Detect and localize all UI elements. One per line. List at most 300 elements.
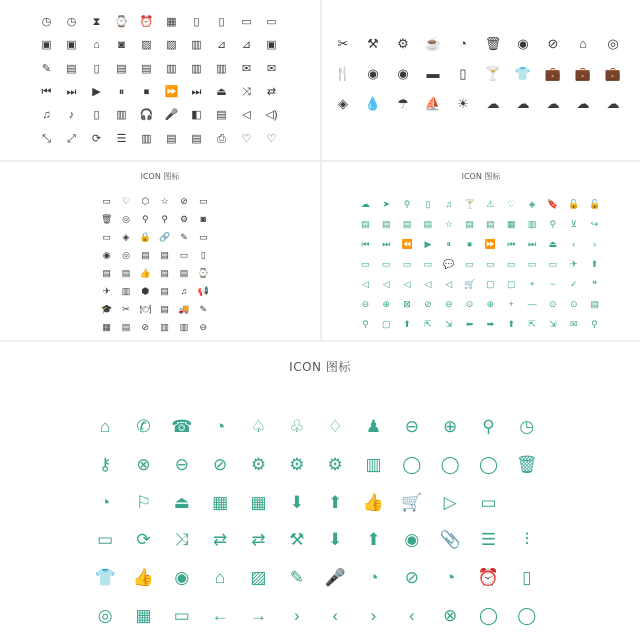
icon-cell-icon: ◉ [102, 249, 111, 260]
icon-cell-icon: ◯ [440, 454, 460, 474]
icon-cell-icon: 💧 [364, 95, 382, 111]
icon-cell-icon: ⌂ [215, 567, 226, 587]
icon-cell-icon: ▣ [266, 39, 277, 52]
icon-cell-icon: ▯ [93, 62, 100, 75]
icon-cell-icon: ⚐ [135, 492, 152, 512]
icon-cell-icon: ‹ [408, 605, 415, 625]
icon-cell-icon: ⚙ [250, 454, 267, 474]
icon-cell-icon: 🗑 [100, 213, 113, 224]
icon-cell-icon: ▤ [160, 304, 169, 315]
icon-cell-icon: ⌂ [579, 35, 587, 51]
icon-cell-icon: ▥ [166, 62, 177, 75]
icon-cell-icon: ♫ [42, 109, 51, 122]
icon-cell-icon: ▤ [361, 218, 370, 229]
icon-cell-icon: ⊖ [174, 454, 189, 474]
icon-cell-icon: ▭ [548, 258, 558, 269]
icon-cell-icon: ⊘ [404, 567, 419, 587]
icon-cell-icon: ♡ [507, 198, 516, 209]
icon-cell-icon: ♫ [445, 198, 453, 209]
icon-cell-icon: 🍸 [484, 65, 502, 81]
icon-cell-icon: ⊖ [404, 417, 419, 437]
icon-cell-icon: ⏹ [467, 238, 472, 249]
icon-cell-icon: ▭ [179, 249, 189, 260]
icon-cell-icon: ▢ [486, 278, 495, 289]
icon-cell-icon: ▤ [402, 218, 412, 229]
icon-cell-icon: ⏮ [41, 86, 52, 99]
icon-cell-icon: ⤨ [242, 86, 251, 99]
icon-cell-icon: 💼 [574, 65, 592, 81]
icon-cell-icon: ☁ [486, 95, 500, 111]
icon-cell-icon: ⬡ [141, 195, 150, 206]
icon-cell-icon: ☀ [457, 95, 469, 111]
icon-cell-icon: ▣ [66, 39, 77, 52]
icon-cell-icon: 👍 [139, 268, 151, 279]
icon-cell-icon: 🎧 [139, 109, 154, 122]
icon-grid-top-right [328, 28, 628, 118]
icon-cell-icon: ▤ [121, 322, 131, 333]
icon-cell-icon: ▤ [66, 62, 77, 75]
icon-cell-icon: ☕ [424, 35, 442, 51]
icon-cell-icon: ▦ [250, 492, 267, 512]
icon-cell-icon: ‹ [572, 238, 576, 249]
icon-cell-icon: ⊗ [443, 605, 458, 625]
panel-title: ICON 图标 [461, 172, 501, 181]
icon-cell-icon: ▦ [135, 605, 152, 625]
icon-cell-icon: ⊘ [180, 195, 188, 206]
icon-cell-icon: ▦ [212, 492, 229, 512]
icon-cell-icon: ◁ [424, 278, 432, 289]
icon-cell-icon: ▥ [116, 109, 127, 122]
icon-cell-icon: ◉ [367, 65, 379, 81]
icon-cell-icon: ⇄ [251, 530, 266, 550]
icon-cell-icon: ⚠ [486, 198, 495, 209]
icon-cell-icon: ▷ [443, 492, 457, 512]
icon-cell-icon: ⏹ [143, 86, 150, 99]
icon-cell-icon: ▭ [97, 530, 114, 550]
icon-cell-icon: ▤ [141, 249, 150, 260]
icon-cell-icon: ▯ [93, 109, 100, 122]
icon-cell-icon: ▦ [166, 16, 177, 29]
icon-cell-icon: ☁ [516, 95, 530, 111]
icon-cell-icon: ⚲ [142, 213, 149, 224]
icon-cell-icon: ⚷ [98, 454, 112, 474]
icon-cell-icon: + [508, 298, 514, 309]
icon-cell-icon: ◯ [402, 454, 422, 474]
icon-cell-icon: ◉ [517, 35, 529, 51]
icon-cell-icon: ✉ [241, 62, 252, 75]
icon-cell-icon: 👍 [362, 492, 385, 512]
icon-cell-icon: › [293, 605, 300, 625]
icon-cell-icon: ☁ [606, 95, 620, 111]
icon-cell-icon: ▥ [160, 322, 169, 333]
icon-cell-icon: 🍴 [334, 65, 352, 81]
icon-cell-icon: ▤ [102, 268, 111, 279]
icon-cell-icon: ▯ [522, 567, 532, 587]
icon-cell-icon: ✉ [569, 318, 578, 329]
icon-cell-icon: ☆ [444, 218, 453, 229]
icon-cell-icon: ▯ [218, 16, 225, 29]
icon-cell-icon: ✓ [569, 278, 578, 289]
icon-cell-icon: 🎤 [324, 567, 346, 587]
icon-cell-icon: ◁) [265, 109, 278, 122]
icon-cell-icon: ⏸ [446, 238, 451, 249]
icon-cell-icon: ⊙ [569, 298, 578, 309]
icon-cell-icon: ✎ [289, 567, 304, 587]
icon-cell-icon: ⤨ [175, 530, 189, 550]
icon-cell-icon: › [593, 238, 597, 249]
icon-cell-icon: ◯ [517, 605, 537, 625]
icon-grid-top-left [34, 11, 284, 151]
icon-cell-icon: ▤ [160, 286, 169, 297]
icon-cell-icon: ⊘ [213, 454, 228, 474]
icon-cell-icon: ▣ [41, 39, 52, 52]
icon-cell-icon: ▤ [160, 268, 169, 279]
icon-cell-icon: ▭ [381, 258, 391, 269]
icon-cell-icon: ⏰ [139, 16, 154, 29]
icon-cell-icon: 🎤 [164, 109, 179, 122]
icon-cell-icon: ◁ [403, 278, 411, 289]
icon-cell-icon: ♡ [266, 132, 277, 145]
icon-cell-icon: ☰ [480, 530, 497, 550]
icon-cell-icon: ⇲ [549, 318, 557, 329]
icon-cell-icon: ✂ [337, 35, 349, 51]
icon-cell-icon: ⏪ [401, 238, 413, 249]
icon-cell-icon: ⇱ [424, 318, 432, 329]
icon-cell-icon: ☁ [576, 95, 590, 111]
icon-cell-icon: ▦ [506, 218, 516, 229]
icon-cell-icon: ⊖ [199, 322, 208, 333]
icon-cell-icon: ‹ [332, 605, 338, 625]
icon-cell-icon: ⚒ [289, 530, 305, 550]
icon-cell-icon: ✆ [136, 417, 151, 437]
panel-top-left [0, 0, 320, 160]
icon-cell-icon: + [529, 278, 535, 289]
icon-cell-icon: ⊕ [443, 417, 458, 437]
icon-cell-icon: ⇄ [213, 530, 228, 550]
icon-cell-icon: ▯ [193, 16, 200, 29]
icon-cell-icon: ▤ [160, 249, 169, 260]
icon-cell-icon: ▥ [141, 132, 152, 145]
icon-cell-icon: ◎ [607, 35, 619, 51]
icon-cell-icon: ☰ [116, 132, 127, 145]
icon-cell-icon: ⊘ [547, 35, 559, 51]
icon-cell-icon: ⌚ [114, 16, 129, 29]
icon-cell-icon: ◔ [368, 567, 379, 587]
icon-cell-icon: 📢 [197, 286, 209, 297]
icon-cell-icon: ▬ [426, 65, 440, 81]
icon-cell-icon: ⏭ [528, 238, 537, 249]
icon-cell-icon: ♟ [365, 417, 382, 437]
icon-cell-icon: ▭ [199, 231, 208, 242]
icon-cell-icon: 💬 [443, 258, 455, 269]
icon-cell-icon: − [550, 278, 556, 289]
icon-cell-icon: ◔ [215, 417, 226, 437]
icon-cell-icon: ☆ [160, 195, 169, 206]
icon-cell-icon: ▥ [191, 39, 202, 52]
icon-cell-icon: ♪ [68, 109, 75, 122]
icon-cell-icon: ▯ [200, 249, 206, 260]
icon-cell-icon: 🔒 [139, 231, 151, 242]
panel-mid-left [0, 162, 320, 340]
icon-cell-icon: ♡ [241, 132, 252, 145]
icon-cell-icon: ⏩ [484, 238, 497, 249]
icon-cell-icon: ✂ [122, 304, 130, 315]
icon-grid-mid-left [97, 192, 213, 337]
icon-cell-icon: 👕 [94, 567, 116, 587]
icon-cell-icon: ▨ [166, 39, 177, 52]
icon-cell-icon: ▥ [191, 62, 202, 75]
icon-cell-icon: ⬇ [328, 530, 343, 550]
icon-cell-icon: ▶ [92, 86, 101, 99]
icon-cell-icon: ⏏ [173, 492, 190, 512]
icon-cell-icon: ⊙ [549, 298, 557, 309]
icon-cell-icon: ⌂ [93, 39, 100, 52]
icon-cell-icon: ❝ [592, 278, 597, 289]
icon-cell-icon: ◷ [41, 16, 52, 29]
icon-cell-icon: ▥ [179, 322, 189, 333]
icon-cell-icon: 💼 [544, 65, 562, 81]
icon-cell-icon: ◷ [66, 16, 77, 29]
icon-cell-icon: ✎ [180, 231, 188, 242]
icon-cell-icon: ▭ [102, 231, 111, 242]
icon-cell-icon: ▭ [199, 195, 208, 206]
icon-cell-icon: ⇲ [444, 318, 453, 329]
icon-cell-icon: ◔ [100, 492, 111, 512]
icon-cell-icon: ▤ [465, 218, 474, 229]
icon-cell-icon: → [249, 605, 267, 625]
icon-cell-icon: ⬆ [328, 492, 343, 512]
icon-cell-icon: ⚙ [327, 454, 343, 474]
icon-cell-icon: ✈ [102, 286, 111, 297]
icon-cell-icon: ☁ [360, 198, 370, 209]
icon-cell-icon: ⟳ [136, 530, 151, 550]
icon-cell-icon: ⟳ [91, 132, 102, 145]
icon-cell-icon: ▤ [381, 218, 391, 229]
icon-cell-icon: ⊿ [241, 39, 252, 52]
icon-cell-icon: ⚲ [549, 218, 557, 229]
icon-cell-icon: ▦ [102, 322, 111, 333]
icon-cell-icon: ◁ [361, 278, 369, 289]
icon-cell-icon: ⚲ [591, 318, 598, 329]
icon-cell-icon: ⏰ [477, 567, 500, 587]
icon-cell-icon: ⊘ [424, 298, 432, 309]
icon-cell-icon: ✎ [199, 304, 208, 315]
icon-cell-icon: ⧗ [92, 16, 101, 29]
icon-cell-icon: ⚙ [289, 454, 305, 474]
icon-cell-icon: ◎ [122, 249, 130, 260]
icon-cell-icon: ▭ [480, 492, 497, 512]
icon-cell-icon: 🔓 [568, 198, 580, 209]
icon-cell-icon: ▤ [141, 62, 152, 75]
icon-cell-icon: 📎 [439, 530, 461, 550]
icon-cell-icon: ▥ [365, 454, 382, 474]
icon-cell-icon: ⬆ [507, 318, 516, 329]
icon-cell-icon: ⬆ [403, 318, 411, 329]
icon-cell-icon: ◧ [191, 109, 202, 122]
icon-cell-icon: ⊿ [216, 39, 227, 52]
icon-cell-icon: ▯ [425, 198, 431, 209]
icon-cell-icon: ➤ [382, 198, 391, 209]
icon-cell-icon: ▥ [527, 218, 537, 229]
icon-cell-icon: 🍸 [463, 198, 476, 209]
icon-cell-icon: 💼 [604, 65, 622, 81]
panel-title: ICON 图标 [289, 360, 351, 374]
icon-cell-icon: ◉ [174, 567, 190, 587]
icon-cell-icon: ◯ [478, 605, 498, 625]
icon-cell-icon: ▤ [166, 132, 177, 145]
icon-cell-icon: ⊘ [141, 322, 150, 333]
icon-cell-icon: ▭ [465, 258, 474, 269]
icon-cell-icon: ▭ [102, 195, 111, 206]
icon-cell-icon: ↪ [590, 218, 599, 229]
icon-cell-icon: ⤢ [67, 132, 76, 145]
icon-cell-icon: ◁ [382, 278, 390, 289]
icon-cell-icon: ⌚ [197, 268, 209, 279]
panel-bottom [0, 342, 640, 640]
icon-cell-icon: 🛒 [401, 492, 423, 512]
icon-cell-icon: ▭ [527, 258, 537, 269]
icon-cell-icon: 🗑 [516, 454, 538, 474]
icon-cell-icon: 🚚 [178, 304, 190, 315]
panel-top-right [322, 0, 640, 160]
icon-cell-icon: ◔ [459, 35, 467, 51]
icon-cell-icon: 🎓 [101, 304, 113, 315]
icon-cell-icon: ♤ [250, 417, 267, 437]
icon-cell-icon: ▤ [486, 218, 495, 229]
icon-grid-mid-right [355, 194, 605, 334]
icon-cell-icon: ▥ [121, 286, 131, 297]
icon-cell-icon: ◎ [122, 213, 130, 224]
icon-cell-icon: ▭ [241, 16, 252, 29]
icon-cell-icon: 👍 [132, 567, 155, 587]
icon-cell-icon: ⊕ [382, 298, 391, 309]
icon-cell-icon: ▭ [486, 258, 495, 269]
icon-cell-icon: ⬆ [366, 530, 381, 550]
icon-cell-icon: ⎙ [217, 132, 226, 145]
icon-cell-icon: ⤡ [42, 132, 51, 145]
icon-cell-icon: ✉ [266, 62, 277, 75]
icon-cell-icon: 🗑 [484, 35, 502, 51]
icon-cell-icon: ⊠ [403, 298, 411, 309]
icon-cell-icon: ⚙ [397, 35, 409, 51]
icon-cell-icon: ⊕ [486, 298, 495, 309]
icon-cell-icon: — [527, 298, 537, 309]
icon-cell-icon: 👕 [514, 65, 532, 81]
icon-cell-icon: ♧ [289, 417, 305, 437]
icon-cell-icon: ◈ [122, 231, 130, 242]
icon-cell-icon: ▶ [424, 238, 432, 249]
icon-cell-icon: ⏭ [191, 86, 202, 99]
icon-cell-icon: ☂ [397, 95, 409, 111]
icon-cell-icon: 🍽 [139, 304, 152, 315]
icon-cell-icon: ▨ [250, 567, 267, 587]
icon-cell-icon: ⇱ [528, 318, 536, 329]
icon-cell-icon: ◔ [445, 567, 456, 587]
icon-cell-icon: ← [211, 605, 229, 625]
icon-cell-icon: ⚒ [367, 35, 379, 51]
icon-cell-icon: ◙ [200, 213, 207, 224]
icon-cell-icon: ▤ [121, 268, 131, 279]
icon-cell-icon: ⬢ [141, 286, 150, 297]
icon-cell-icon: ◈ [338, 95, 348, 111]
icon-cell-icon: ▭ [361, 258, 370, 269]
icon-cell-icon: › [370, 605, 377, 625]
icon-cell-icon: ⏩ [164, 86, 179, 99]
icon-cell-icon: ⚲ [403, 198, 411, 209]
icon-cell-icon: ⏏ [216, 86, 227, 99]
icon-cell-icon: ▯ [459, 65, 467, 81]
icon-cell-icon: ◷ [519, 417, 535, 437]
icon-cell-icon: ⏸ [118, 86, 125, 99]
icon-cell-icon: ◁ [242, 109, 251, 122]
icon-cell-icon: ⊖ [444, 298, 453, 309]
icon-cell-icon: ⏭ [66, 86, 77, 99]
icon-cell-icon: ⚲ [482, 417, 495, 437]
icon-cell-icon: ▥ [216, 62, 227, 75]
icon-cell-icon: ▭ [423, 258, 433, 269]
icon-cell-icon: ◙ [118, 39, 125, 52]
icon-cell-icon: ◁ [445, 278, 453, 289]
icon-cell-icon: ☎ [171, 417, 193, 437]
icon-cell-icon: ⏮ [361, 238, 370, 249]
icon-cell-icon: ◈ [528, 198, 536, 209]
icon-cell-icon: ⊻ [570, 218, 578, 229]
icon-cell-icon: ◯ [478, 454, 498, 474]
icon-cell-icon: ⬅ [465, 318, 474, 329]
icon-cell-icon: ⌂ [100, 417, 111, 437]
icon-cell-icon: ▢ [506, 278, 516, 289]
icon-cell-icon: ▭ [266, 16, 277, 29]
icon-cell-icon: 🔖 [547, 198, 559, 209]
icon-cell-icon: ◉ [404, 530, 420, 550]
icon-cell-icon: 🔗 [159, 231, 171, 242]
icon-cell-icon: ▨ [141, 39, 152, 52]
icon-cell-icon: ▤ [590, 298, 599, 309]
icon-cell-icon: ♡ [121, 195, 131, 206]
icon-cell-icon: ▭ [506, 258, 516, 269]
icon-cell-icon: ✈ [569, 258, 578, 269]
panel-mid-right [322, 162, 640, 340]
icon-cell-icon: 🔓 [588, 198, 601, 209]
icon-cell-icon: ⚙ [179, 213, 189, 224]
icon-cell-icon: ⚲ [362, 318, 369, 329]
icon-cell-icon: ▤ [216, 109, 227, 122]
icon-cell-icon: ▢ [381, 318, 391, 329]
icon-cell-icon: ◎ [97, 605, 113, 625]
icon-cell-icon: ⚲ [161, 213, 168, 224]
icon-cell-icon: ➡ [486, 318, 495, 329]
icon-cell-icon: ✎ [41, 62, 52, 75]
icon-cell-icon: ⬆ [590, 258, 599, 269]
icon-cell-icon: ▤ [423, 218, 433, 229]
icon-cell-icon: ▭ [402, 258, 412, 269]
icon-grid-bottom [86, 408, 546, 634]
icon-cell-icon: ♫ [180, 286, 188, 297]
icon-cell-icon: ⊖ [361, 298, 370, 309]
icon-cell-icon: ⊙ [465, 298, 474, 309]
icon-cell-icon: ◉ [397, 65, 409, 81]
icon-cell-icon: ⛵ [424, 95, 442, 111]
icon-cell-icon: ⊗ [136, 454, 151, 474]
icon-cell-icon: ⏏ [548, 238, 558, 249]
icon-cell-icon: ▭ [173, 605, 190, 625]
icon-cell-icon: ⇄ [266, 86, 277, 99]
icon-cell-icon: ♢ [327, 417, 343, 437]
icon-cell-icon: ⏮ [507, 238, 516, 249]
icon-cell-icon: ☁ [546, 95, 560, 111]
panel-title: ICON 图标 [140, 172, 180, 181]
icon-cell-icon: ▤ [179, 268, 189, 279]
